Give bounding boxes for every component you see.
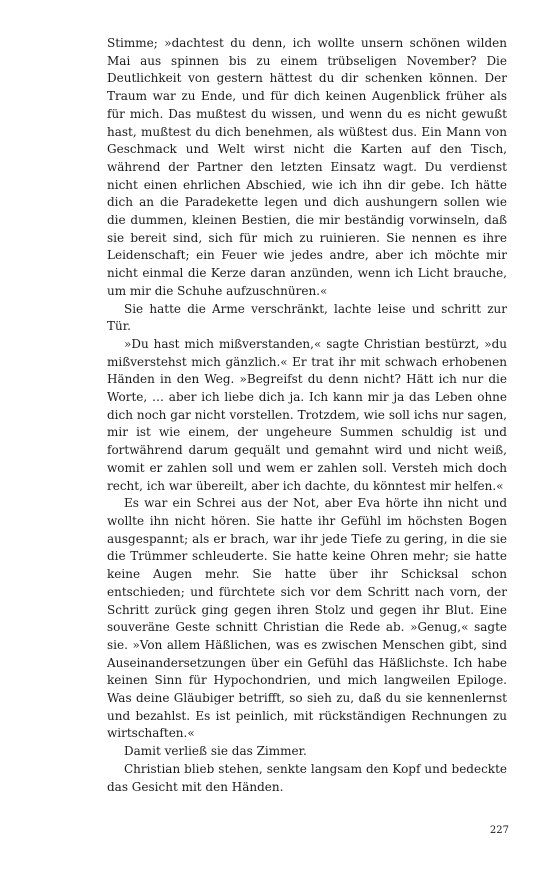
paragraph: Sie hatte die Arme verschränkt, lachte leise und schritt zur Tür. (107, 301, 507, 334)
paragraph: Damit verließ sie das Zimmer. (124, 744, 307, 759)
page-number: 227 (489, 825, 509, 836)
paragraph-continued: Stimme; »dachtest du denn, ich wollte unsern schönen wilden Mai aus spinnen bis zu einem trübseligen November? Die Deutlichkeit von gestern hättest du dir schenken können. Der Traum war zu Ende, und für dich keinen Augenblick früher als für mich. Das mußtest du wissen, und wenn du es nicht gewußt hast, mußtest du dich benehmen, als wüßtest dus. Ein Mann von Geschmack und Welt wirst nicht die Karten auf den Tisch, während der Partner den letzten Einsatz wagt. Du verdienst nicht einen ehrlichen Abschied, wie ich ihn dir gebe. Ich hätte dich an die Paradekette legen und dich aushungern sollen wie die dummen, kleinen Bestien, die mir beständig vorwinseln, daß sie bereit sind, sich für mich zu ruinieren. Sie nennen es ihre Leidenschaft; ein Feuer wie jedes andre, aber ich möchte mir nicht einmal die Kerze daran anzünden, wenn ich Licht brauche, um mir die Schuhe aufzuschnüren.« (107, 36, 507, 298)
paragraph: Es war ein Schrei aus der Not, aber Eva hörte ihn nicht und wollte ihn nicht hören. Sie hatte ihr Gefühl im höchsten Bogen ausgespannt; als er brach, war ihr jede Tiefe zu gering, in die sie die Trümmer schleuderte. Sie hatte keine Ohren mehr; sie hatte keine Augen mehr. Sie hatte über ihr Schicksal schon entschieden; und fürchtete sich vor dem Schritt nach vorn, der Schritt zurück ging gegen ihren Stolz und gegen ihr Blut. Eine souveräne Geste schnitt Christian die Rede ab. »Genug,« sagte sie. »Von allem Häßlichen, was es zwischen Menschen gibt, sind Auseinandersetzungen über ein Gefühl das Häßlichste. Ich habe keinen Sinn für Hypochondrien, und mich langweilen Epiloge. Was deine Gläubiger betrifft, so sieh zu, daß du sie kennenlernst und bezahlst. Es ist peinlich, mit rückständigen Rechnungen zu wirtschaften.« (107, 496, 507, 741)
body-text (107, 35, 507, 796)
paragraph: »Du hast mich mißverstanden,« sagte Christian bestürzt, »du mißverstehst mich gänzlich.« Er trat ihr mit schwach erhobenen Händen in den Weg. »Begreifst du denn nicht? Hätt ich nur die Worte, … aber ich liebe dich ja. Ich kann mir ja das Leben ohne dich noch gar nicht vorstellen. Trotzdem, wie soll ichs nur sagen, mir ist wie einem, der ungeheure Summen schuldig ist und fortwährend darum gequält und gemahnt wird und nicht weiß, womit er zahlen soll und wem er zahlen soll. Versteh mich doch recht, ich war übereilt, aber ich dachte, du könntest mir helfen.« (107, 336, 507, 493)
paragraph: Christian blieb stehen, senkte langsam den Kopf und bedeckte das Gesicht mit den Händen. (107, 761, 507, 794)
